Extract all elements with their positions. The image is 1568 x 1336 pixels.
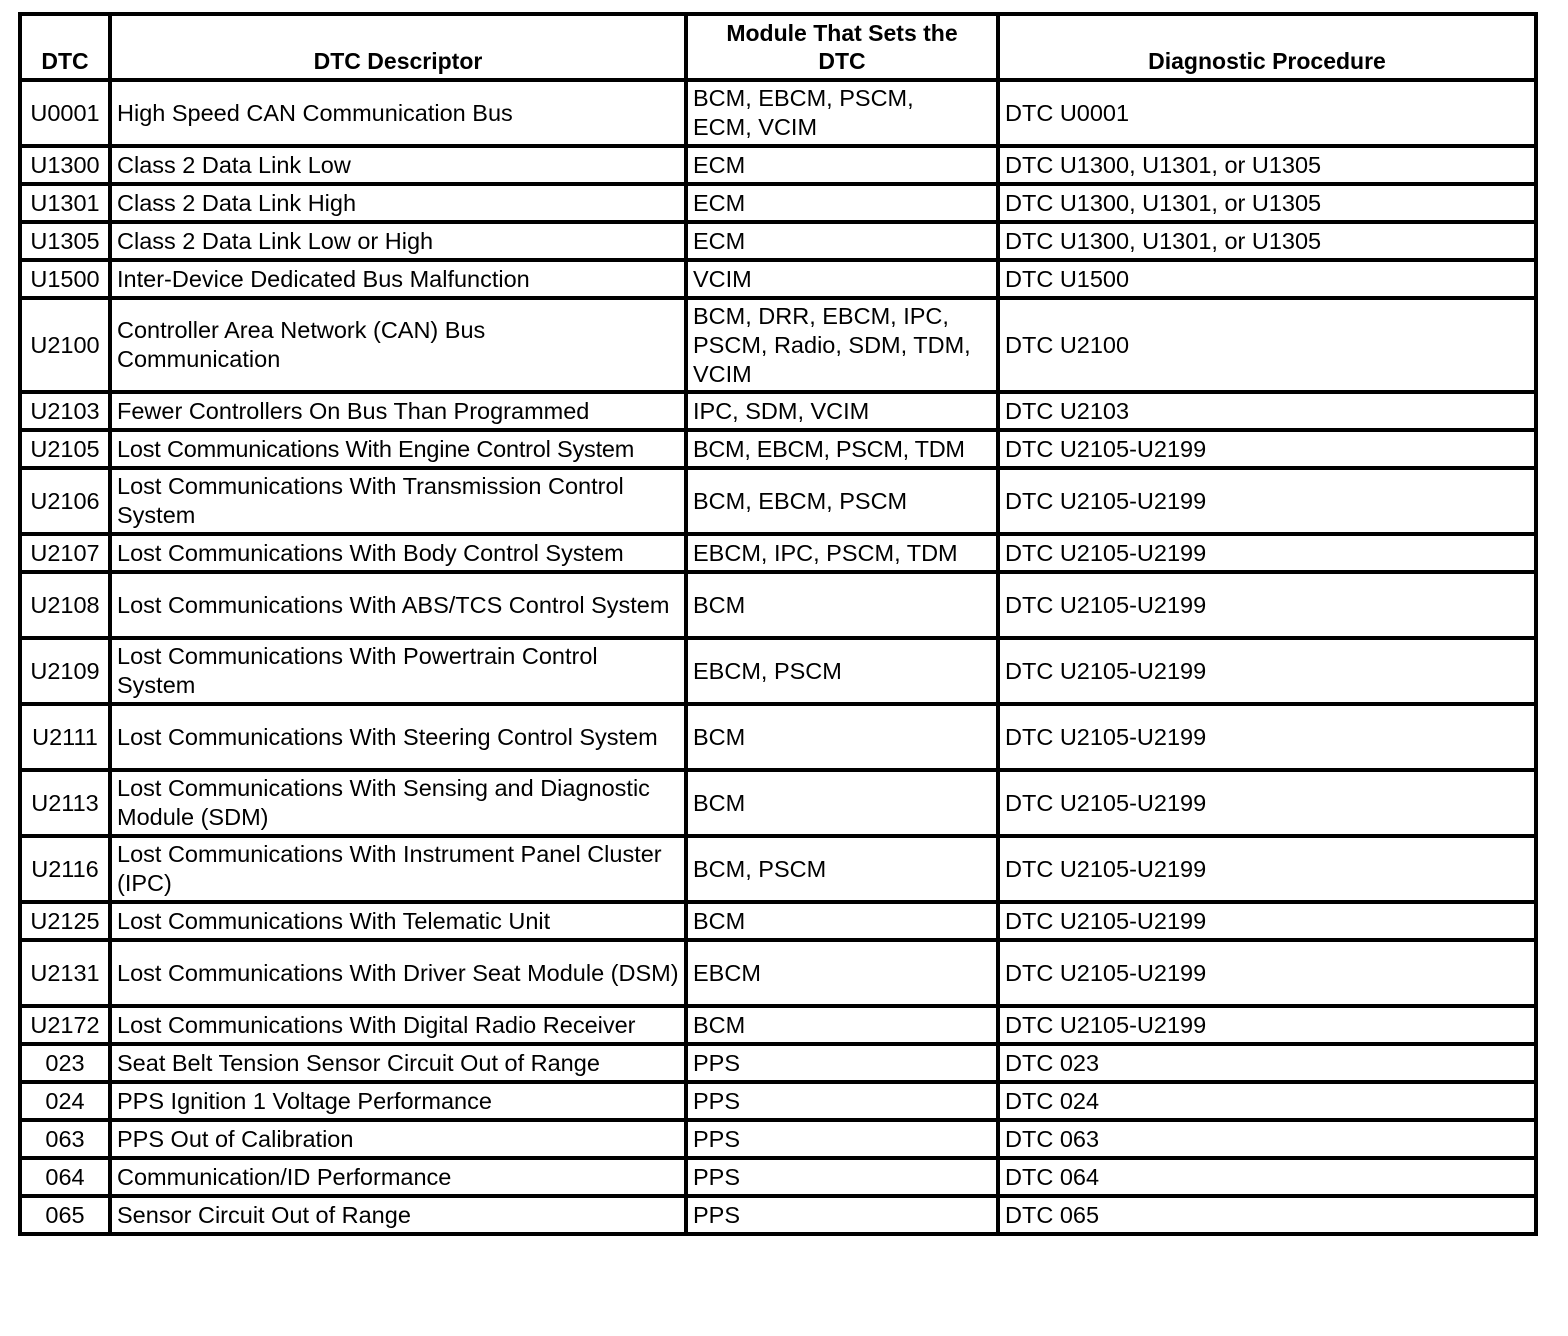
- cell-dtc: U2109: [20, 638, 110, 704]
- cell-module: EBCM: [686, 940, 998, 1006]
- cell-module: PPS: [686, 1196, 998, 1234]
- cell-procedure: DTC U2105-U2199: [998, 638, 1536, 704]
- cell-module: PPS: [686, 1120, 998, 1158]
- cell-descriptor: Class 2 Data Link Low or High: [110, 222, 686, 260]
- cell-dtc: U2106: [20, 468, 110, 534]
- cell-module: PPS: [686, 1082, 998, 1120]
- cell-descriptor: Lost Communications With Transmission Control System: [110, 468, 686, 534]
- cell-dtc: 063: [20, 1120, 110, 1158]
- header-descriptor: DTC Descriptor: [110, 14, 686, 80]
- header-procedure: Diagnostic Procedure: [998, 14, 1536, 80]
- cell-procedure: DTC 065: [998, 1196, 1536, 1234]
- cell-descriptor: Lost Communications With Powertrain Control System: [110, 638, 686, 704]
- cell-module: EBCM, IPC, PSCM, TDM: [686, 534, 998, 572]
- cell-procedure: DTC U2105-U2199: [998, 770, 1536, 836]
- cell-module: BCM: [686, 902, 998, 940]
- cell-module: BCM: [686, 770, 998, 836]
- cell-descriptor: Lost Communications With Engine Control System: [110, 430, 686, 468]
- cell-dtc: U0001: [20, 80, 110, 146]
- cell-module: PPS: [686, 1158, 998, 1196]
- cell-descriptor: Lost Communications With Body Control System: [110, 534, 686, 572]
- table-header: [20, 14, 1536, 80]
- cell-dtc: 064: [20, 1158, 110, 1196]
- header-module: Module That Sets the DTC: [686, 14, 998, 80]
- cell-descriptor: Sensor Circuit Out of Range: [110, 1196, 686, 1234]
- table-row: [20, 146, 1536, 184]
- cell-procedure: DTC U0001: [998, 80, 1536, 146]
- cell-descriptor: Fewer Controllers On Bus Than Programmed: [110, 392, 686, 430]
- cell-dtc: U2100: [20, 298, 110, 392]
- cell-descriptor: Lost Communications With Sensing and Diagnostic Module (SDM): [110, 770, 686, 836]
- header-dtc: DTC: [20, 14, 110, 80]
- cell-descriptor: Seat Belt Tension Sensor Circuit Out of Range: [110, 1044, 686, 1082]
- table-row: [20, 392, 1536, 430]
- table-row: [20, 430, 1536, 468]
- cell-descriptor: Lost Communications With ABS/TCS Control System: [110, 572, 686, 638]
- cell-module: BCM, EBCM, PSCM: [686, 468, 998, 534]
- table-row: [20, 770, 1536, 836]
- cell-procedure: DTC U1500: [998, 260, 1536, 298]
- cell-module: BCM: [686, 572, 998, 638]
- table-row: [20, 572, 1536, 638]
- cell-descriptor: Controller Area Network (CAN) Bus Communication: [110, 298, 686, 392]
- cell-module: ECM: [686, 222, 998, 260]
- cell-procedure: DTC 064: [998, 1158, 1536, 1196]
- table-row: [20, 638, 1536, 704]
- cell-dtc: U2116: [20, 836, 110, 902]
- cell-dtc: U1305: [20, 222, 110, 260]
- table-row: [20, 468, 1536, 534]
- cell-dtc: 065: [20, 1196, 110, 1234]
- cell-descriptor: Lost Communications With Driver Seat Module (DSM): [110, 940, 686, 1006]
- cell-module: EBCM, PSCM: [686, 638, 998, 704]
- cell-module: ECM: [686, 146, 998, 184]
- cell-descriptor: Inter-Device Dedicated Bus Malfunction: [110, 260, 686, 298]
- cell-procedure: DTC U1300, U1301, or U1305: [998, 146, 1536, 184]
- cell-procedure: DTC U2105-U2199: [998, 572, 1536, 638]
- cell-procedure: DTC U2105-U2199: [998, 704, 1536, 770]
- table-row: [20, 222, 1536, 260]
- table-row: [20, 260, 1536, 298]
- table-row: [20, 902, 1536, 940]
- table-row: [20, 1006, 1536, 1044]
- cell-procedure: DTC U2105-U2199: [998, 940, 1536, 1006]
- cell-dtc: U1300: [20, 146, 110, 184]
- cell-module: BCM, DRR, EBCM, IPC, PSCM, Radio, SDM, TDM, VCIM: [686, 298, 998, 392]
- cell-dtc: U2172: [20, 1006, 110, 1044]
- cell-procedure: DTC U2105-U2199: [998, 836, 1536, 902]
- cell-module: ECM: [686, 184, 998, 222]
- cell-procedure: DTC U1300, U1301, or U1305: [998, 184, 1536, 222]
- table-row: [20, 184, 1536, 222]
- cell-dtc: U2105: [20, 430, 110, 468]
- dtc-table: [18, 12, 1538, 1236]
- cell-descriptor: Lost Communications With Instrument Panel Cluster (IPC): [110, 836, 686, 902]
- cell-dtc: U2131: [20, 940, 110, 1006]
- table-body: [20, 80, 1536, 1234]
- table-row: [20, 704, 1536, 770]
- table-row: [20, 534, 1536, 572]
- cell-descriptor: Lost Communications With Steering Control System: [110, 704, 686, 770]
- table-row: [20, 80, 1536, 146]
- cell-dtc: U2111: [20, 704, 110, 770]
- cell-procedure: DTC U2105-U2199: [998, 902, 1536, 940]
- cell-procedure: DTC U1300, U1301, or U1305: [998, 222, 1536, 260]
- cell-module: BCM, EBCM, PSCM, TDM: [686, 430, 998, 468]
- table-row: [20, 940, 1536, 1006]
- cell-dtc: U2103: [20, 392, 110, 430]
- cell-dtc: 023: [20, 1044, 110, 1082]
- cell-descriptor: Class 2 Data Link High: [110, 184, 686, 222]
- cell-module: BCM: [686, 1006, 998, 1044]
- cell-module: BCM, EBCM, PSCM, ECM, VCIM: [686, 80, 998, 146]
- table-row: [20, 836, 1536, 902]
- cell-descriptor: Lost Communications With Telematic Unit: [110, 902, 686, 940]
- cell-dtc: U2125: [20, 902, 110, 940]
- cell-module: IPC, SDM, VCIM: [686, 392, 998, 430]
- cell-procedure: DTC 023: [998, 1044, 1536, 1082]
- cell-dtc: U2107: [20, 534, 110, 572]
- cell-procedure: DTC U2105-U2199: [998, 430, 1536, 468]
- table-row: [20, 1082, 1536, 1120]
- cell-descriptor: Lost Communications With Digital Radio Receiver: [110, 1006, 686, 1044]
- cell-dtc: 024: [20, 1082, 110, 1120]
- cell-dtc: U2113: [20, 770, 110, 836]
- cell-procedure: DTC U2105-U2199: [998, 468, 1536, 534]
- cell-dtc: U2108: [20, 572, 110, 638]
- cell-descriptor: PPS Ignition 1 Voltage Performance: [110, 1082, 686, 1120]
- table-row: [20, 1196, 1536, 1234]
- cell-module: BCM, PSCM: [686, 836, 998, 902]
- cell-module: PPS: [686, 1044, 998, 1082]
- cell-descriptor: PPS Out of Calibration: [110, 1120, 686, 1158]
- table-row: [20, 1158, 1536, 1196]
- cell-procedure: DTC U2105-U2199: [998, 1006, 1536, 1044]
- cell-descriptor: High Speed CAN Communication Bus: [110, 80, 686, 146]
- cell-dtc: U1301: [20, 184, 110, 222]
- cell-procedure: DTC 063: [998, 1120, 1536, 1158]
- cell-procedure: DTC 024: [998, 1082, 1536, 1120]
- cell-procedure: DTC U2103: [998, 392, 1536, 430]
- cell-procedure: DTC U2100: [998, 298, 1536, 392]
- cell-dtc: U1500: [20, 260, 110, 298]
- table-row: [20, 1120, 1536, 1158]
- cell-descriptor: Communication/ID Performance: [110, 1158, 686, 1196]
- cell-module: VCIM: [686, 260, 998, 298]
- cell-descriptor: Class 2 Data Link Low: [110, 146, 686, 184]
- table-row: [20, 298, 1536, 392]
- header-row: [20, 14, 1536, 80]
- cell-module: BCM: [686, 704, 998, 770]
- table-row: [20, 1044, 1536, 1082]
- cell-procedure: DTC U2105-U2199: [998, 534, 1536, 572]
